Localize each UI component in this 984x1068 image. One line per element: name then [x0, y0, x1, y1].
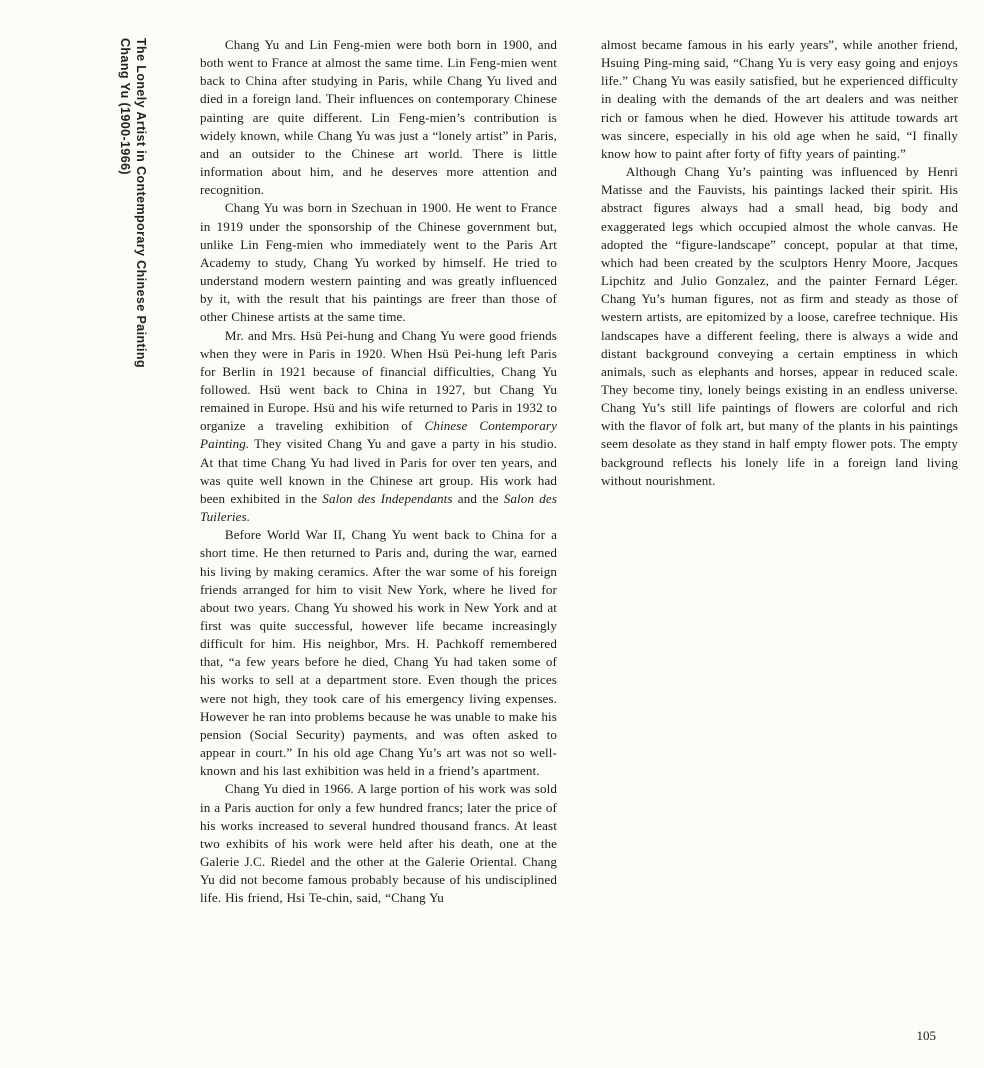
paragraph [200, 780, 557, 907]
text-run: Before World War II, Chang Yu went back to China for a short time. He then returned to Paris and, during the war, earned his living by making ceramics. After the war some of his foreign friends arranged for him to visit New York, where he lived for about two years. Chang Yu showed his work in New York and at first was quite successful, however life became increasingly difficult for him. His neighbor, Mrs. H. Pachkoff remembered that, “a few years before he died, Chang Yu had taken some of his works to sell at a department store. Even though the prices were not high, they took care of his emergency living expenses. However he ran into problems because he was unable to make his pension (Social Security) payments, and was often asked to appear in court.” In his old age Chang Yu’s art was not so well-known and his last exhibition was held in a friend’s apartment. [200, 527, 557, 779]
page-number: 105 [916, 1028, 936, 1043]
paragraph [200, 36, 557, 199]
italic-text-run: Salon des Independants [322, 490, 453, 506]
sidebar-title [118, 38, 148, 368]
text-run: They visited Chang Yu and gave a party in his studio. At that time Chang Yu had lived in Paris for over ten years, and was quite well known in the Chinese art group. His work had been exhibited in the [200, 436, 557, 506]
text-run: Chang Yu was born in Szechuan in 1900. He went to France in 1919 under the sponsorship of the Chinese government but, unlike Lin Feng-mien who immediately went to the Paris Art Academy to study, Chang Yu worked by himself. He tried to understand modern western painting and was greatly influenced by it, with the result that his paintings are freer than those of other Chinese artists at the same time. [200, 200, 557, 325]
paragraph [601, 36, 958, 163]
article-left-column [200, 36, 557, 908]
sidebar-title-line2: The Lonely Artist in Contemporary Chinese Painting [134, 38, 148, 368]
paragraph [200, 526, 557, 780]
text-run: and the [452, 490, 504, 506]
italic-text-run: Salon des Tuileries. [200, 490, 558, 525]
sidebar-title-line1: Chang Yu (1900-1966) [118, 38, 132, 175]
paragraph [601, 163, 958, 490]
text-run: Although Chang Yu’s painting was influenced by Henri Matisse and the Fauvists, his paintings lacked their spirit. His abstract figures always had a small head, big body and exaggerated legs which occupied almost the whole canvas. He adopted the “figure-landscape” concept, popular at that time, which had been created by the sculptors Henry Moore, Jacques Lipchitz and Julio Gonzalez, and the painter Fernard Léger. Chang Yu’s human figures, not as firm and steady as those of western artists, are epitomized by a loose, carefree technique. His landscapes have a different feeling, there is always a wide and distant background conveying a certain emptiness in which animals, such as elephants and horses, appear in reduced scale. They become tiny, lonely beings existing in an endless universe. Chang Yu’s still life paintings of flowers are colorful and rich with the flavor of folk art, but many of the plants in his paintings seem desolate as they stand in half empty flower pots. The empty background reflects his lonely life in a foreign land living without nourishment. [601, 164, 958, 488]
article-right-column [601, 36, 958, 490]
paragraph [200, 199, 557, 326]
text-run: almost became famous in his early years”, while another friend, Hsuing Ping-ming said, “Chang Yu is very easy going and enjoys life.” Chang Yu was easily satisfied, but he experienced difficulty in dealing with the demands of the art dealers and was neither rich or famous when he died. However his attitude towards art was sincere, especially in his old age when he said, “I finally know how to paint after forty of fifty years of painting.” [601, 37, 958, 161]
text-run: Chang Yu died in 1966. A large portion of his work was sold in a Paris auction for only a few hundred francs; later the price of his works increased to several hundred thousand francs. At least two exhibits of his work were held after his death, one at the Galerie J.C. Riedel and the other at the Galerie Oriental. Chang Yu did not become famous probably because of his undisciplined life. His friend, Hsi Te-chin, said, “Chang Yu [200, 781, 557, 906]
text-run: Chang Yu and Lin Feng-mien were both born in 1900, and both went to France at almost the same time. Lin Feng-mien went back to China after studying in Paris, while Chang Yu lived and died in a foreign land. Their influences on contemporary Chinese painting are quite different. Lin Feng-mien’s contribution is widely known, while Chang Yu was just a “lonely artist” in Paris, and an outsider to the Chinese art world. There is little information about him, and he deserves more attention and recognition. [200, 37, 557, 198]
italic-text-run: Chinese Contemporary Painting. [200, 418, 557, 452]
text-run: Mr. and Mrs. Hsü Pei-hung and Chang Yu were good friends when they were in Paris in 1920. When Hsü Pei-hung left Paris for Berlin in 1921 because of financial difficulties, Chang Yu followed. Hsü went back to China in 1927, but Chang Yu remained in Europe. Hsü and his wife returned to Paris in 1932 to organize a traveling exhibition of [200, 327, 557, 434]
paragraph [200, 327, 557, 527]
